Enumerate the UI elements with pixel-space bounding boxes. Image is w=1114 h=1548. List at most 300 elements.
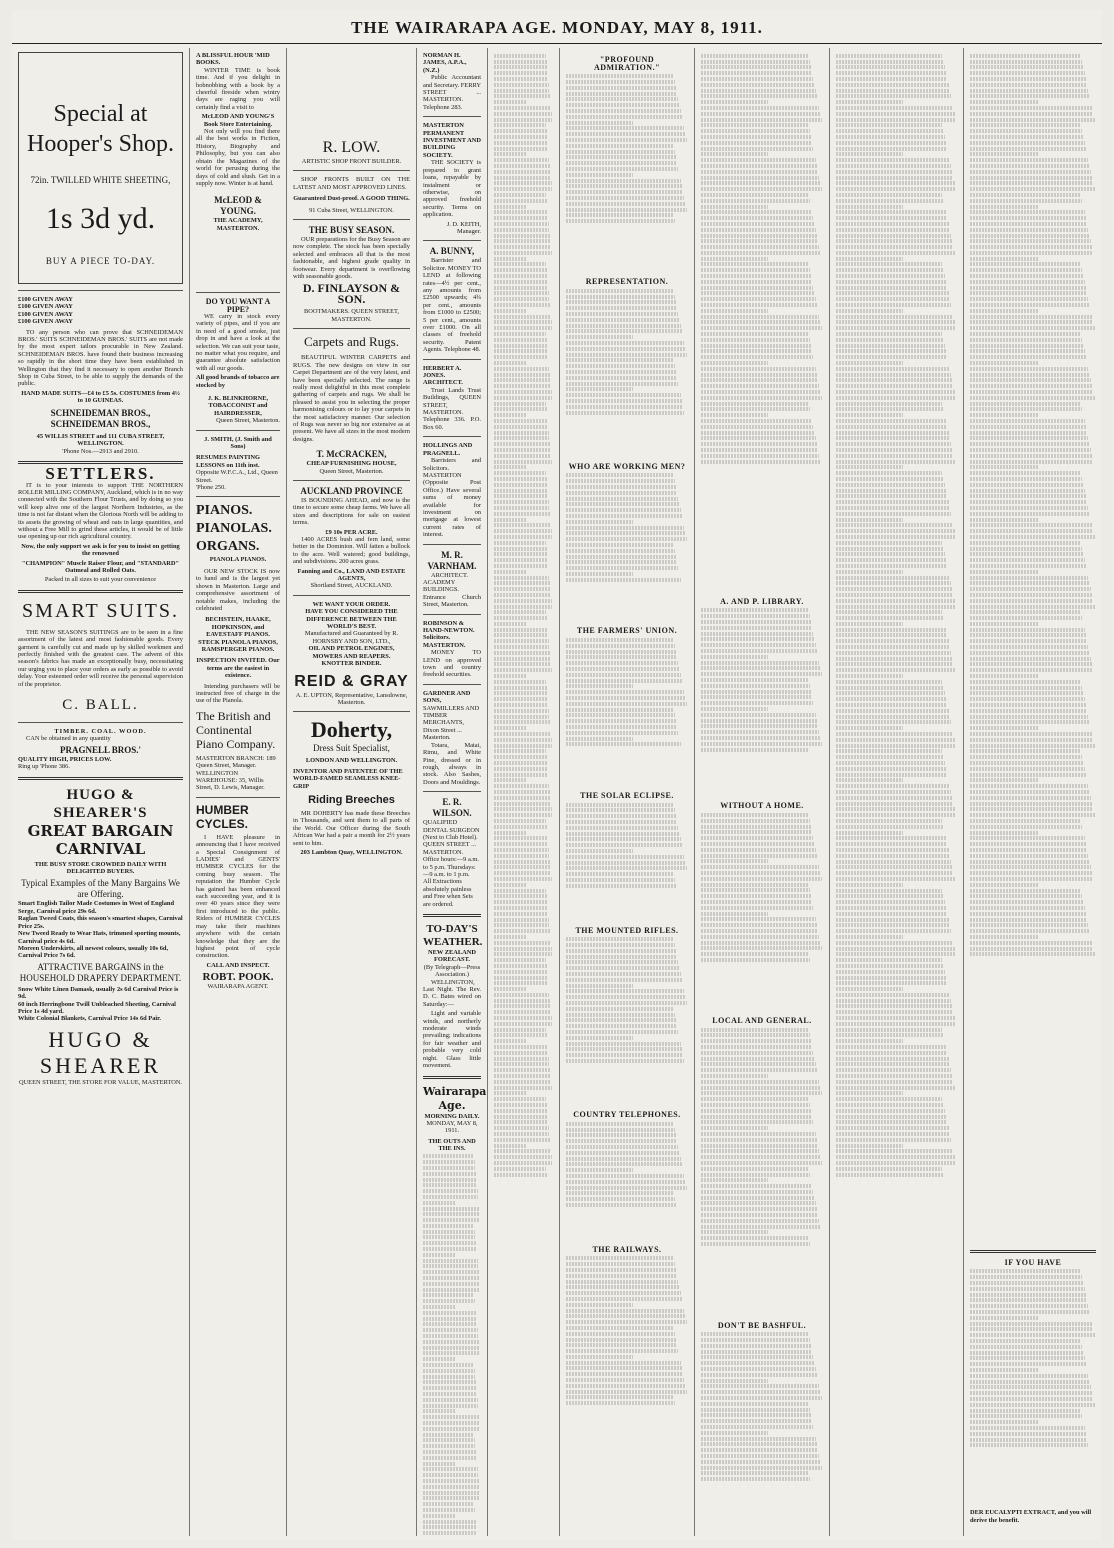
text-line [423,1334,478,1338]
bootmakers: BOOTMAKERS. QUEEN STREET, MASTERTON. [303,308,400,323]
text-line [566,995,686,999]
text-line [566,109,681,113]
text-line [423,1531,477,1535]
text-line [970,1420,1039,1424]
text-line [566,1384,686,1388]
text-line [494,802,551,806]
profound-text [566,74,688,274]
gardner: GARDNER AND SONS, [423,689,471,705]
text-line [836,239,952,243]
text-line [494,906,548,910]
mccracken: T. McCRACKEN, [316,449,387,460]
text-line [494,645,549,649]
text-line [836,854,950,858]
text-line [566,1320,687,1324]
text-line [701,1068,817,1072]
newspaper-page [12,10,1102,1540]
text-line [970,1374,1088,1378]
text-line [701,181,821,185]
text-line [836,941,953,945]
text-line [970,471,1081,475]
text-line [701,637,814,641]
text-line [970,947,1093,951]
text-line [970,691,1083,695]
text-line [701,1408,810,1412]
text-line [836,129,944,133]
text-line [836,500,949,504]
text-line [701,332,808,336]
text-line [836,894,944,898]
text-line [836,147,947,151]
text-line [701,620,811,624]
text-line [701,384,819,388]
text-line [566,370,676,374]
railways-head: THE RAILWAYS. [592,1244,662,1254]
text-line [566,1366,682,1370]
text-line [566,1326,673,1330]
text-line [970,216,1086,220]
text-line [836,999,951,1003]
text-line [970,257,1039,261]
text-line [494,622,526,626]
text-line [423,1496,480,1500]
text-line [836,668,955,672]
text-line [494,773,548,777]
text-line [701,112,821,116]
considered: HAVE YOU CONSIDERED THE DIFFERENCE BETWEEN THE WORLD'S BEST. [305,608,398,631]
text-line [836,512,951,516]
text-line [566,1361,681,1365]
text-line [423,1340,479,1344]
text-line [701,608,808,612]
text-line [566,213,673,217]
column-1 [12,48,190,1536]
text-line [970,547,1082,551]
text-line [836,825,944,829]
text-line [701,830,812,834]
text-line [494,633,548,637]
text-line [566,520,633,524]
text-line [494,431,549,435]
morning-daily: MORNING DAILY. [424,1112,480,1120]
text-line [494,778,526,782]
text-line [566,1053,683,1057]
text-line [423,1404,478,1408]
text-line [836,274,945,278]
text-line [494,686,547,690]
text-line [701,1466,822,1470]
text-line [494,378,551,382]
text-line [494,234,550,238]
text-line [970,848,1087,852]
text-line [494,1097,546,1101]
text-line [970,286,1086,290]
text-line [701,626,812,630]
text-line [566,161,677,165]
text-line [970,831,1039,835]
text-line [701,361,768,365]
pragnell-phone: Ring up 'Phone 386. [18,763,70,771]
text-line [970,709,1087,713]
representation-head: REPRESENTATION. [585,277,669,287]
text-line [494,315,551,319]
text-line [701,1109,811,1113]
text-line [701,1332,808,1336]
text-line [494,355,548,359]
text-line [566,690,684,694]
text-line [970,889,1081,893]
text-line [970,842,1086,846]
text-line [423,1363,474,1367]
column-7 [830,48,964,1536]
text-line [836,709,949,713]
text-line [494,1004,551,1008]
hooper-cta: BUY A PIECE TO-DAY. [45,256,156,266]
text-line [494,691,547,695]
text-line [494,483,547,487]
text-line [566,1133,676,1137]
text-line [836,570,903,574]
text-line [836,918,949,922]
text-line [423,1305,455,1309]
text-line [494,158,549,162]
text-line [970,836,1085,840]
text-line [423,1247,476,1251]
text-line [566,843,682,847]
text-line [836,628,946,632]
hugo-big: HUGO & SHEARER [39,1026,162,1078]
text-line [494,94,550,98]
profound-head: "PROFOUND ADMIRATION." [593,55,661,72]
text-line [970,326,1095,330]
text-line [701,1120,813,1124]
text-line [701,1149,819,1153]
text-line [494,581,550,585]
text-line [566,855,684,859]
text-line [494,71,548,75]
text-line [701,958,810,962]
text-line [566,989,684,993]
text-line [970,1275,1082,1279]
text-line [423,1299,475,1303]
text-line [494,193,546,197]
local-head: LOCAL AND GENERAL. [712,1015,812,1025]
text-line [970,274,1083,278]
text-line [423,1270,479,1274]
text-line [494,1167,546,1171]
text-line [836,344,945,348]
text-line [423,1311,476,1315]
text-line [836,1144,903,1148]
text-line [970,894,1082,898]
text-line [836,355,947,359]
text-line [970,297,1088,301]
text-line [566,966,679,970]
bunny-sub: Barrister and Solicitor. MONEY TO LEND at following rates—4½ per cent., any amounts from £2500 upwards; 4¾ per cent., amounts from £1000 to £2500; 5 per cent., amounts over £1000. On all classes of freehold security. Patent Agents. Telephone 48. [423,257,481,354]
text-line [701,1225,821,1229]
text-line [836,1126,949,1130]
text-line [836,1051,947,1055]
text-line [836,251,955,255]
text-line [423,1172,476,1176]
text-line [566,485,676,489]
text-line [494,744,552,748]
text-line [970,262,1081,266]
text-line [566,1162,682,1166]
text-line [701,135,811,139]
text-line [494,674,526,678]
text-line [836,1080,953,1084]
text-line [566,555,676,559]
text-line [970,912,1086,916]
pragnell-name: PRAGNELL BROS.' [59,744,142,755]
text-line [566,1291,681,1295]
text-line [494,100,526,104]
text-line [970,378,1091,382]
text-line [566,179,681,183]
text-line [970,1438,1087,1442]
text-line [701,65,811,69]
text-line [566,1338,676,1342]
text-line [566,92,677,96]
text-line [566,861,686,865]
text-line [494,790,550,794]
text-line [836,60,944,64]
text-line [970,1269,1081,1273]
text-line [494,367,549,371]
text-line [836,1115,946,1119]
inventor: INVENTOR AND PATENTEE OF THE WORLD-FAMED SEAMLESS KNEE-GRIP [293,767,403,790]
text-line [970,436,1088,440]
text-line [566,473,673,477]
text-line [970,732,1092,736]
text-line [836,483,945,487]
text-line [701,1413,811,1417]
text-line [970,877,1093,881]
text-line [566,737,633,741]
text-line [494,987,526,991]
text-line [566,560,677,564]
text-line [836,836,946,840]
text-line [836,123,942,127]
text-line [836,970,945,974]
text-line [970,1327,1093,1331]
text-line [701,848,816,852]
stock-body: OUR NEW STOCK IS now to hand and is the largest yet shown in Masterton. Large and comprehensive assortment of notable makes, including the celebrated [196,567,280,612]
text-line [566,382,678,386]
carpets-body: BEAUTIFUL WINTER CARPETS and RUGS. The new designs on view in our Carpet Department are of the very latest, and have been specially selected. The range is really most delightful in this most complete gathering of carpets and rugs. We shall be pleased to assist you in selecting the proper harmonising colours or to lay your carpets in the most satisfactory manner. Our selection of Rugs was never so big nor extensive as at present. We have all sizes in the most modern designs. [293,354,410,443]
text-line [566,826,678,830]
text-line [701,1086,821,1090]
text-line [701,1431,768,1435]
text-line [494,465,526,469]
text-line [970,802,1092,806]
text-line [970,796,1091,800]
text-line [423,1450,476,1454]
text-line [701,1419,812,1423]
text-line [423,1375,475,1379]
text-line [494,477,547,481]
text-line [701,1103,810,1107]
text-line [423,1456,476,1460]
text-line [566,1145,678,1149]
text-line [970,239,1091,243]
doherty: Doherty, [310,717,393,743]
gardner-body: Totara, Matai, Rimu, and White Pine, dressed or in rough, always in stock. Also Sashes, Doors and Mouldings. [423,741,481,786]
text-line [701,643,816,647]
text-line [701,666,821,670]
text-line [494,170,551,174]
text-line [701,1144,818,1148]
text-line [836,332,942,336]
text-line [494,228,549,232]
text-line [566,364,675,368]
text-line [701,1080,819,1084]
text-line [970,819,1081,823]
text-line [701,1355,813,1359]
text-line [970,558,1085,562]
text-line [566,1128,675,1132]
text-line [566,872,673,876]
text-line [970,309,1039,313]
text-line [566,808,675,812]
acres: 1400 ACRES bush and fern land, some better in the Dominion. Will fatten a bullock to the acre. Well watered; good buildings, and subdivisions. 200 acres grass. [293,536,410,566]
farmers-union-head: THE FARMERS' UNION. [576,626,678,636]
text-line [701,1045,812,1049]
text-line [701,1213,818,1217]
text-line [494,848,549,852]
text-line [566,644,675,648]
text-line [970,552,1083,556]
text-line [701,707,768,711]
text-line [566,673,681,677]
text-line [701,390,821,394]
text-line [836,755,944,759]
text-line [566,1203,676,1207]
text-line [566,943,675,947]
text-line [701,315,819,319]
hollings: HOLLINGS AND PRAGNELL. [423,442,473,457]
text-line [970,639,1087,643]
keith: J. D. KEITH, Manager. [446,220,481,235]
text-line [970,935,1039,939]
text-line [970,1380,1090,1384]
text-line [701,1219,819,1223]
text-line [970,1322,1092,1326]
text-line [970,633,1086,637]
text-line [494,164,550,168]
text-line [836,610,942,614]
text-line [423,1520,476,1524]
text-line [494,970,547,974]
outs-ins: THE OUTS AND THE INS. [428,1137,476,1153]
text-line [701,730,819,734]
text-line [836,245,953,249]
text-line [423,1473,478,1477]
text-line [494,152,526,156]
text-line [970,123,1081,127]
text-line [494,199,547,203]
text-line [566,679,682,683]
text-line [494,1080,551,1084]
text-line [566,208,687,212]
text-line [566,1180,686,1184]
text-line [701,460,821,464]
text-line [566,742,681,746]
text-line [566,937,673,941]
wilson-ext: All Extractions absolutely painless and Free when Sets are ordered. [423,878,473,908]
text-line [970,807,1093,811]
have-cold-text [970,1269,1096,1509]
text-line [701,1338,810,1342]
text-line [836,448,952,452]
riding: Riding Breeches [308,793,395,806]
text-line [836,216,947,220]
text-line [701,436,816,440]
text-line [494,819,546,823]
text-line [836,384,953,388]
text-line [423,1282,480,1286]
text-line [701,106,819,110]
have-cold-head: IF YOU HAVE [1004,1257,1062,1267]
text-line [566,1309,684,1313]
text-line [970,697,1085,701]
text-line [701,176,819,180]
text-line [970,460,1093,464]
text-line [836,576,950,580]
text-line [701,71,812,75]
text-line [970,407,1082,411]
text-line [494,657,551,661]
settlers-title: SETTLERS. [45,463,156,483]
text-line [701,1028,808,1032]
text-line [566,497,678,501]
text-line [701,877,822,881]
text-line [494,831,526,835]
text-line [701,1396,822,1400]
text-line [566,514,682,518]
pianola-pianos: PIANOLA PIANOS. [209,556,267,564]
text-line [566,167,678,171]
household-2: 60 inch Herringbone Twill Unbleached Sheeting, Carnival Price 1s 4d yard. [18,1000,176,1015]
text-line [970,1362,1086,1366]
text-line [701,1184,812,1188]
text-line [423,1380,476,1384]
busy-season: THE BUSY SEASON. [308,225,395,236]
text-line [423,1189,478,1193]
text-line [701,83,814,87]
text-line [701,836,813,840]
text-line [970,628,1085,632]
text-line [701,1201,816,1205]
call-inspect: CALL AND INSPECT. [206,961,270,969]
text-line [494,738,552,742]
text-line [494,1144,526,1148]
text-line [836,210,946,214]
text-line [836,431,949,435]
text-line [566,661,678,665]
text-line [701,268,810,272]
text-line [701,431,814,435]
text-line [494,442,550,446]
text-line [701,338,810,342]
gardner-sub: SAWMILLERS AND TIMBER MERCHANTS, Dixon Street ... Masterton. [423,704,480,742]
text-line [970,465,1039,469]
text-line [566,173,633,177]
text-line [701,1062,816,1066]
text-line [701,326,822,330]
text-line [836,518,903,522]
